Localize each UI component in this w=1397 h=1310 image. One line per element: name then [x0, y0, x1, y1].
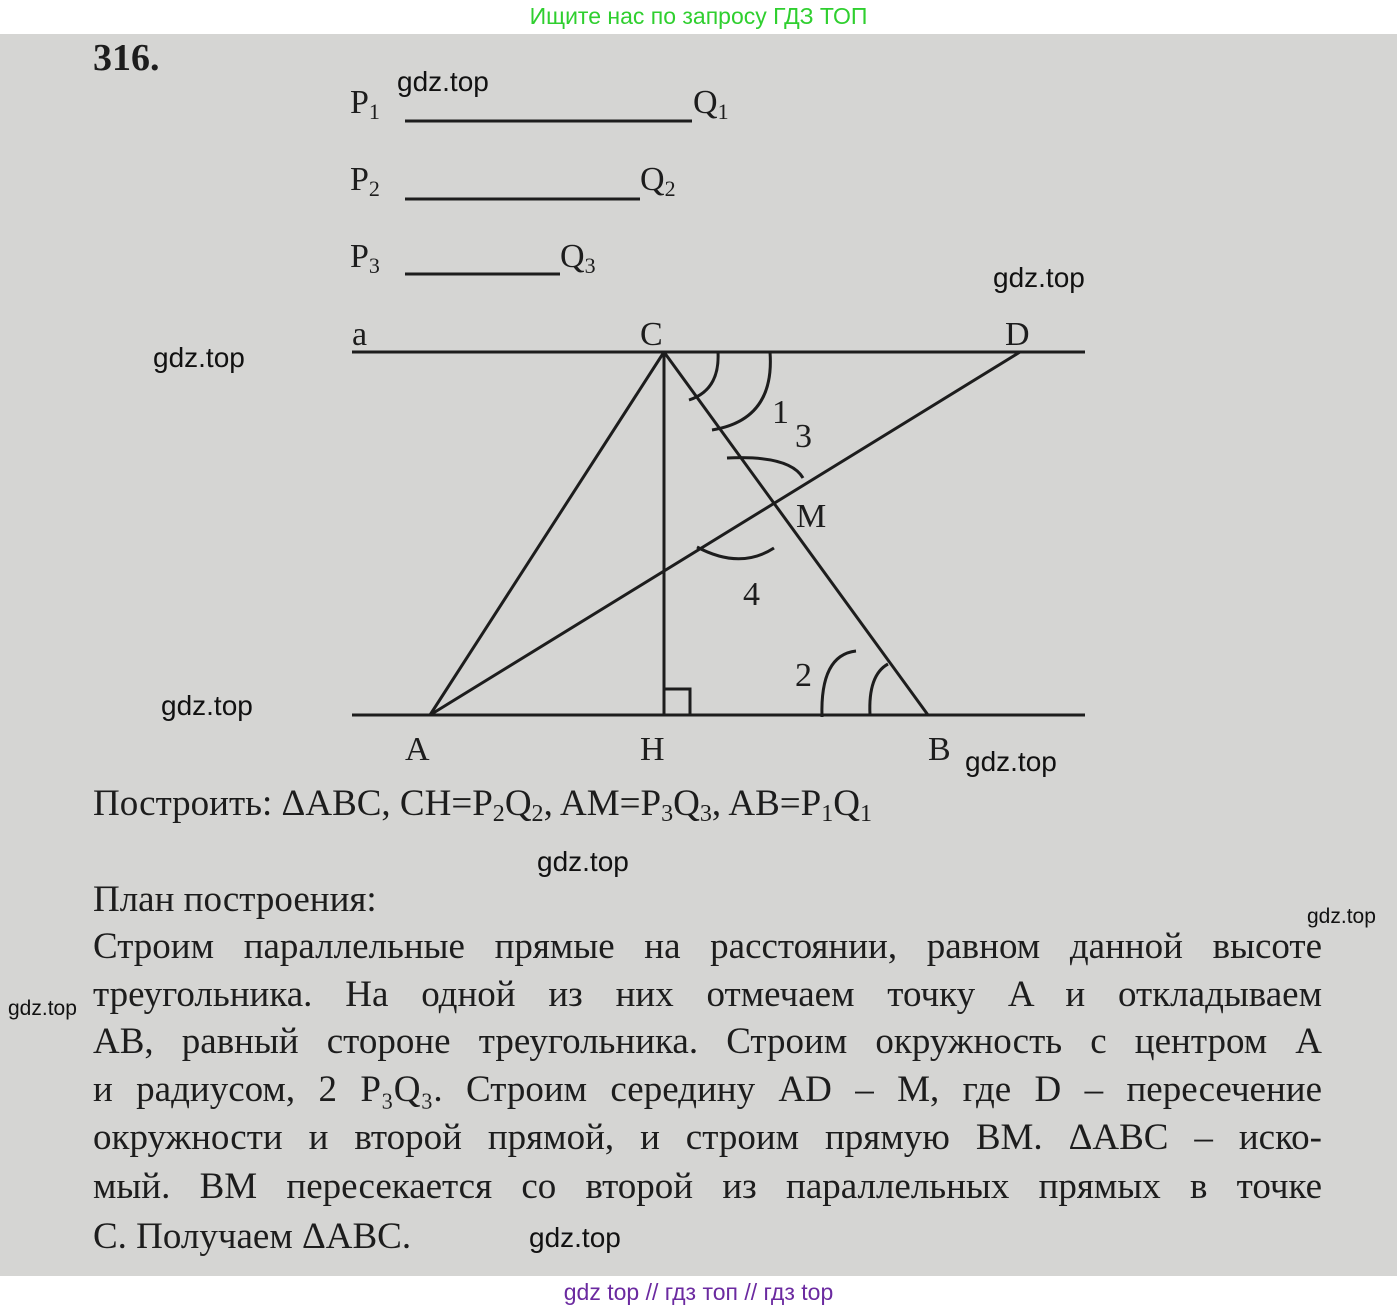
- plan-line: и радиусом, 2 P₃Q₃. Строим середину AD – M, где D – пересечение: [93, 1069, 1322, 1110]
- watermark: gdz.top: [529, 1222, 621, 1253]
- watermark: gdz.top: [993, 262, 1085, 293]
- label-b: B: [928, 731, 951, 768]
- plan-line: мый. BM пересекается со второй из параллельных прямых в точке: [93, 1166, 1322, 1207]
- angle1-label: 1: [772, 394, 789, 431]
- watermark: gdz.top: [8, 997, 77, 1020]
- label-q3: Q3: [560, 238, 596, 278]
- watermark: gdz.top: [153, 342, 245, 373]
- angle2-arc-inner: [870, 664, 888, 715]
- angle2-arc-outer: [822, 651, 856, 717]
- label-p1: P1: [350, 84, 380, 124]
- label-line-a: a: [352, 316, 368, 353]
- label-q1: Q1: [693, 84, 729, 124]
- label-c: C: [640, 316, 663, 353]
- angle1-arc-outer: [712, 352, 770, 430]
- angle4-arc: [697, 547, 774, 559]
- right-angle-mark: [664, 689, 690, 715]
- angle3-label: 3: [795, 418, 812, 455]
- plan-line: треугольника. На одной из них отмечаем точку A и откладываем: [93, 974, 1322, 1015]
- angle2-label: 2: [795, 657, 812, 694]
- plan-line: Строим параллельные прямые на расстоянии, равном данной высоте: [93, 926, 1322, 967]
- watermark: gdz.top: [537, 846, 629, 877]
- plan-line: AB, равный стороне треугольника. Строим окружность с центром A: [93, 1021, 1322, 1062]
- plan-line: окружности и второй прямой, и строим прямую BM. ΔABC – иско-: [93, 1117, 1322, 1158]
- top-banner: Ищите нас по запросу ГДЗ ТОП: [0, 0, 1397, 34]
- label-p2: P2: [350, 161, 380, 201]
- angle3-arc: [727, 458, 803, 478]
- bottom-banner: gdz top // гдз топ // гдз top: [0, 1276, 1397, 1310]
- watermark: gdz.top: [1307, 905, 1376, 928]
- watermark: gdz.top: [161, 690, 253, 721]
- construct-statement: Построить: ΔABC, $CH=P_2Q_2$, $AM=P_3Q_3$, $AB=P_1Q_1$: [93, 783, 873, 827]
- line-ad: [430, 352, 1020, 715]
- label-d: D: [1005, 316, 1030, 353]
- plan-line: C. Получаем ΔABC.: [93, 1216, 412, 1257]
- watermark: gdz.top: [397, 66, 489, 97]
- angle4-label: 4: [743, 576, 760, 613]
- label-q2: Q2: [640, 161, 676, 201]
- watermark: gdz.top: [965, 746, 1057, 777]
- label-a: A: [405, 731, 430, 768]
- label-h: H: [640, 731, 665, 768]
- problem-number: 316.: [93, 37, 160, 79]
- plan-title: План построения:: [93, 879, 377, 920]
- label-p3: P3: [350, 238, 380, 278]
- label-m: M: [796, 498, 827, 535]
- side-ac: [430, 352, 664, 715]
